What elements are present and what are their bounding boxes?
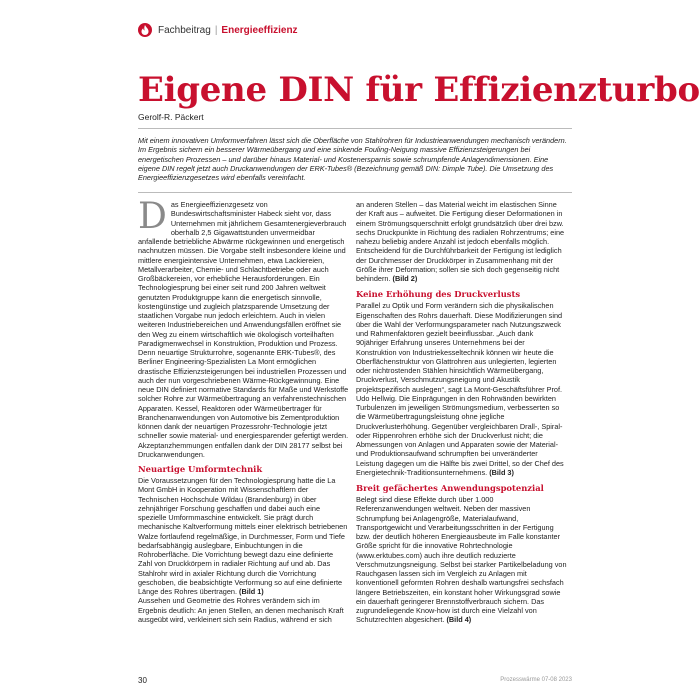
paragraph-text: Parallel zu Optik und Form verändern sich die physikalischen Eigenschaften des Rohrs dauerhaft. Diese Modifizierungen sind über die Wahl der Verformungsparameter nach Nutzungszweck und Rahmenfaktoren gezielt beeinflussbar. „Auch dank 90jähriger Erfahrung unseres Unternehmens bei der Konstruktion von Industriekesseltechnik können wir heute die Oberflächenstruktur von Glattrohren aus unlegierten, legierten oder nichtrostenden Stählen hinsichtlich Wärmeübergang, Druckverlust, Verschmutzungsneigung und Akustik projektspezifisch auslegen“, sagt La Mont-Geschäftsführer Prof. Udo Hellwig. Die Einprägungen in den Rohrwänden bewirkten Turbulenzen im jeweiligen Strömungsmedium, verbesserten so die Wärmeübertragungsleistung ohne jegliche Druckverlusterhöhung. Gegenüber vergleichbaren Drall-, Spiral- oder Rippenrohren erhöhe sich der Druckverlust nicht; die Abmessungen von Anlagen und Apparaten sowie der Material- und Produktionsaufwand schrumpften bei unveränderter Leistung dagegen um die Hälfte bis zwei Drittel, so der Chef des Energietechnik-Traditionsunternehmens. (356, 301, 564, 477)
paragraph-text: an anderen Stellen – das Material weicht im elastischen Sinne der Kraft aus – aufweitet. Die Fertigung dieser Deformationen in einem Strömungsquerschnitt erfolgt grundsätzlich über drei bzw. sechs Druckpunkte in Richtung des radialen Rohrzentrums; eine nahezu beliebig andere Anzahl ist jedoch ebenfalls möglich. Entscheidend für die Durchführbarkeit der Fertigung ist lediglich der Durchmesser der Druckkörper in Zusammenhang mit der Größe ihrer Deformation; sollen sie sich doch gegenseitig nicht behindern. (356, 200, 565, 283)
paragraph: Denn neuartige Strukturrohre, sogenannte ERK-Tubes®, des Berliner Engineering-Spezialisten La Mont ermöglichen drastische Effizienzsteigerungen bei industriellen Prozessen und auch der nun vorgeschriebenen Wärme-Rückgewinnung. Eine neue DIN definiert normative Standards für Maße und Werkstoffe solcher Rohre zur Wärmeübertragung an verfahrenstechnischen Apparaten. Kessel, Reaktoren oder Wärmeübertrager für Branchenanwendungen von Automotive bis Zementproduktion können dank der neuartigen Prozessrohr-Technologie jetzt schneller sowie material- und energiesparender gefertigt werden. Akzeptanzhemmungen entfallen dank der DIN 28177 selbst bei Druckanwendungen. (138, 348, 349, 459)
article-author: Gerolf-R. Päckert (138, 112, 204, 122)
intro-bottom-rule (138, 192, 572, 193)
subheading: Keine Erhöhung des Druckverlusts (356, 289, 521, 300)
publication-label: Prozesswärme 07-08 2023 (500, 677, 572, 683)
right-column (356, 200, 567, 625)
paragraph-text: Belegt sind diese Effekte durch über 1.000 Referenzanwendungen weltweit. Neben der massiven Schrumpfung bei Anlagengröße, Materialaufwand, Transportgewicht und Verarbeitungsschritten in der Fertigung bzw. der deutlich höheren Energieausbeute im Falle konstanter Größe spricht für die innovative Rohrtechnologie (www.erktubes.com) auch ihre deutlich reduzierte Verschmutzungsneigung. Selbst bei starker Partikelbeladung von Rauchgasen lassen sich im Vergleich zu Anlagen mit konventionell geformten Rohren deshalb wartungsfrei sechsfach längere Betriebszeiten, ein konstant hoher Wirkungsgrad sowie ein dauerhaft geringerer Brennstoffverbrauch sichern. Das zugrundeliegende Know-how ist durch eine Vielzahl von Schutzrechten abgesichert. (356, 495, 567, 625)
left-column (138, 196, 349, 624)
page-header (138, 22, 298, 38)
figure-reference: (Bild 2) (392, 274, 418, 283)
figure-reference: (Bild 4) (446, 615, 472, 625)
article-intro: Mit einem innovativen Umformverfahren lässt sich die Oberfläche von Stahlrohren für Industrieanwendungen mechanisch verändern. Im Ergebnis sichern ein besserer Wärmeübergang und eine sinkende Fouling-Neigung massive Effizienzsteigerungen bei energetischen Prozessen – und darüber hinaus Material- und Kostenersparnis sowie schrumpfende Anlagendimensionen. Eine eigene DIN regelt jetzt auch Druckanwendungen der ERK-Tubes® (Bezeichnung gemäß DIN: Dimple Tube). Die Umsetzung des Energieeffizienzgesetzes wird ebenfalls vereinfacht. (138, 136, 567, 183)
flame-icon (138, 23, 152, 37)
drop-cap: D (138, 196, 167, 237)
figure-reference: (Bild 3) (489, 467, 514, 477)
section-label: Fachbeitrag (158, 24, 211, 36)
subheading: Breit gefächertes Anwendungspotenzial (356, 483, 544, 493)
header-separator: | (214, 24, 218, 36)
subheading: Neuartige Umformtechnik (138, 464, 263, 474)
figure-reference: (Bild 1) (239, 587, 264, 596)
paragraph-text: Die Voraussetzungen für den Technologiesprung hatte die La Mont GmbH in Kooperation mit Wissenschaftlern der Technischen Hochschule Wildau (Brandenburg) in über zehnjähriger Forschung geschaffen und dabei auch eine spezielle Umformmaschine entwickelt. Sie prägt durch mechanische Kaltverformung mittels einer elektrisch betriebenen Walze fortlaufend regelmäßige, in Durchmesser, Form und Tiefe bedarfsabhängig auslegbare, Einbuchtungen in die Rohroberfläche. Die Vorrichtung bewegt dazu eine definierte Zahl von Druckkörpern in radialer Richtung auf und ab. Das Stahlrohr wird in axialer Richtung durch die Vorrichtung geschoben, die beabsichtigte Verformung so auf eine definierte Länge des Rohres übertragen. (138, 476, 348, 596)
paragraph (356, 200, 567, 283)
paragraph (356, 495, 567, 625)
topic-label: Energieeffizienz (221, 24, 298, 36)
page-number: 30 (138, 676, 147, 685)
paragraph-text: as Energieeffizienzgesetz von Bundeswirtschaftsminister Habeck sieht vor, dass Unternehmen mit jährlichem Gesamtenergieverbrauch oberhalb 2,5 Gigawattstunden unvermeidbar anfallende betriebliche Abwärme rückgewinnen und energetisch nachnutzen müssen. Die Vorgabe stellt insbesondere kleine und mittlere energieintensive Unternehmen, etwa Lackiereien, Metallverarbeiter, Chemie- und Schlachtbetriebe oder auch Großbäckereien, vor erhebliche Herausforderungen. Ein Technologiesprung bei einer seit rund 200 Jahren weltweit genutzten Produktgruppe kann die energetisch sinnvolle, kostengünstige und zugleich platzsparende Umsetzung der staatlichen Vorgabe nun jedoch erleichtern. Auch in vielen weiteren Industriebereichen und Anwendungsfällen eröffnet sie den Weg zu einem wirtschaftlich wie ökologisch vorteilhaften Paradigmenwechsel in Konstruktion, Produktion und Prozess. (138, 200, 347, 348)
paragraph: Aussehen und Geometrie des Rohres verändern sich im Ergebnis deutlich: An jenen Stellen, an denen mechanisch Kraft ausgeübt wird, verkleinert sich sein Radius, während er sich (138, 596, 344, 624)
paragraph (138, 196, 349, 348)
paragraph (356, 301, 567, 477)
intro-top-rule (138, 128, 572, 129)
article-title: Eigene DIN für Effizienzturbo (138, 70, 700, 110)
paragraph (138, 476, 349, 596)
